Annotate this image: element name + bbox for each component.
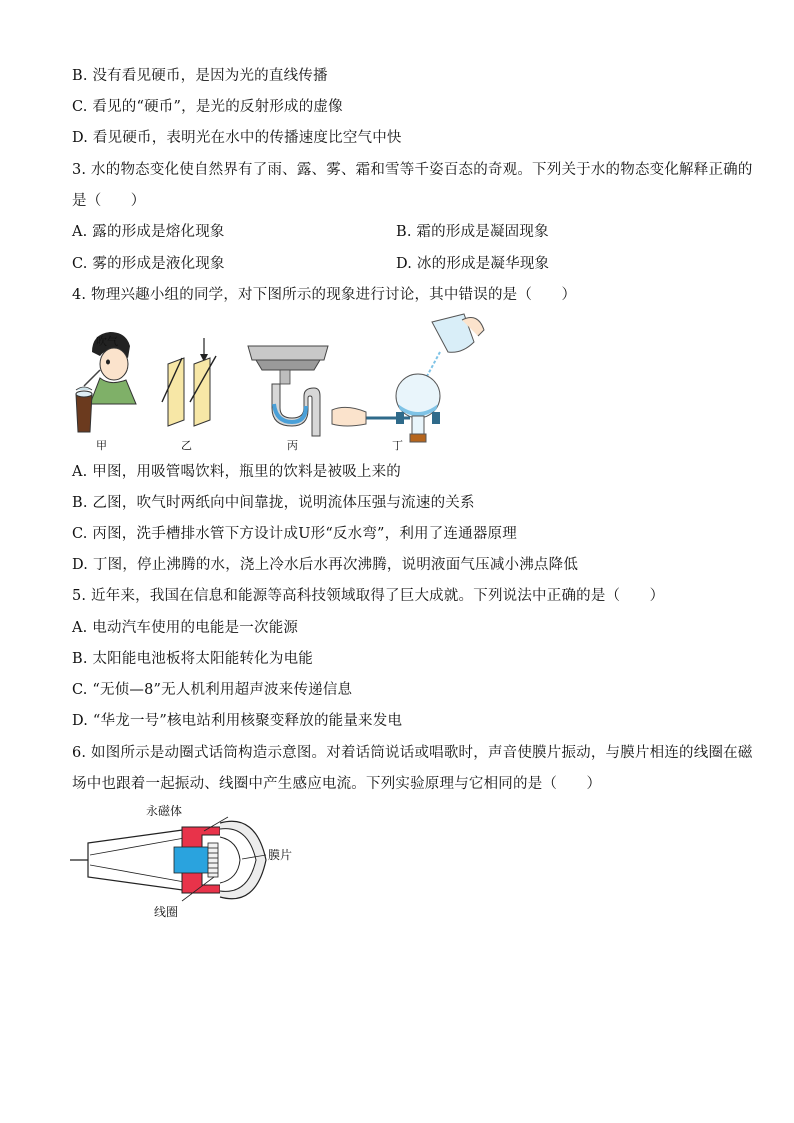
q4-option-a: A. 甲图，用吸管喝饮料，瓶里的饮料是被吸上来的 [72,464,401,480]
q4-figure [70,312,500,452]
figure-label-bing: 丙 [287,439,298,452]
q3-option-d: D. 冰的形成是凝华现象 [396,256,550,272]
q5-option-c: C. “无侦—8”无人机利用超声波来传递信息 [72,682,353,698]
q2-option-b: B. 没有看见硬币，是因为光的直线传播 [72,68,328,84]
q4-option-c: C. 丙图，洗手槽排水管下方设计成U形“反水弯”，利用了连通器原理 [72,526,517,542]
figure-label-ding: 丁 [392,439,403,452]
label-magnet: 永磁体 [146,804,183,818]
q6-stem-line2: 场中也跟着一起振动、线圈中产生感应电流。下列实验原理与它相同的是（ ） [72,776,602,792]
figure-label-jia: 甲 [96,439,107,452]
q6-stem-line1: 6. 如图所示是动圈式话筒构造示意图。对着话筒说话或唱歌时，声音使膜片振动，与膜片相连的线圈在磁 [72,745,753,761]
q5-option-d: D. “华龙一号”核电站利用核聚变释放的能量来发电 [72,713,403,729]
q4-option-d: D. 丁图，停止沸腾的水，浇上冷水后水再次沸腾，说明液面气压减小沸点降低 [72,557,579,573]
q3-option-c: C. 雾的形成是液化现象 [72,256,225,272]
q2-option-d: D. 看见硬币，表明光在水中的传播速度比空气中快 [72,130,402,146]
figure-yi-papers [162,338,216,426]
figure-bing-sink [248,346,328,436]
label-diaphragm: 膜片 [268,848,293,862]
q4-option-b: B. 乙图，吹气时两纸向中间靠拢，说明流体压强与流速的关系 [72,495,475,511]
label-coil: 线圈 [154,905,179,919]
q4-stem: 4. 物理兴趣小组的同学，对下图所示的现象进行讨论，其中错误的是（ ） [72,287,577,303]
q5-option-a: A. 电动汽车使用的电能是一次能源 [72,620,299,636]
figure-ding-flask [332,314,484,442]
q3-option-b: B. 霜的形成是凝固现象 [396,224,549,240]
q3-stem-line1: 3. 水的物态变化使自然界有了雨、露、雾、霜和雪等千姿百态的奇观。下列关于水的物态变化解释正确的 [72,162,753,178]
coil [208,843,218,877]
q2-option-c: C. 看见的“硬币”，是光的反射形成的虚像 [72,99,343,115]
q3-option-a: A. 露的形成是熔化现象 [72,224,225,240]
q5-stem: 5. 近年来，我国在信息和能源等高科技领域取得了巨大成就。下列说法中正确的是（ ） [72,588,665,604]
q3-stem-line2: 是（ ） [72,193,146,209]
blow-label: 吹气 [96,335,118,348]
figure-label-yi: 乙 [181,439,192,452]
q5-option-b: B. 太阳能电池板将太阳能转化为电能 [72,651,313,667]
q6-microphone-figure [70,815,310,925]
